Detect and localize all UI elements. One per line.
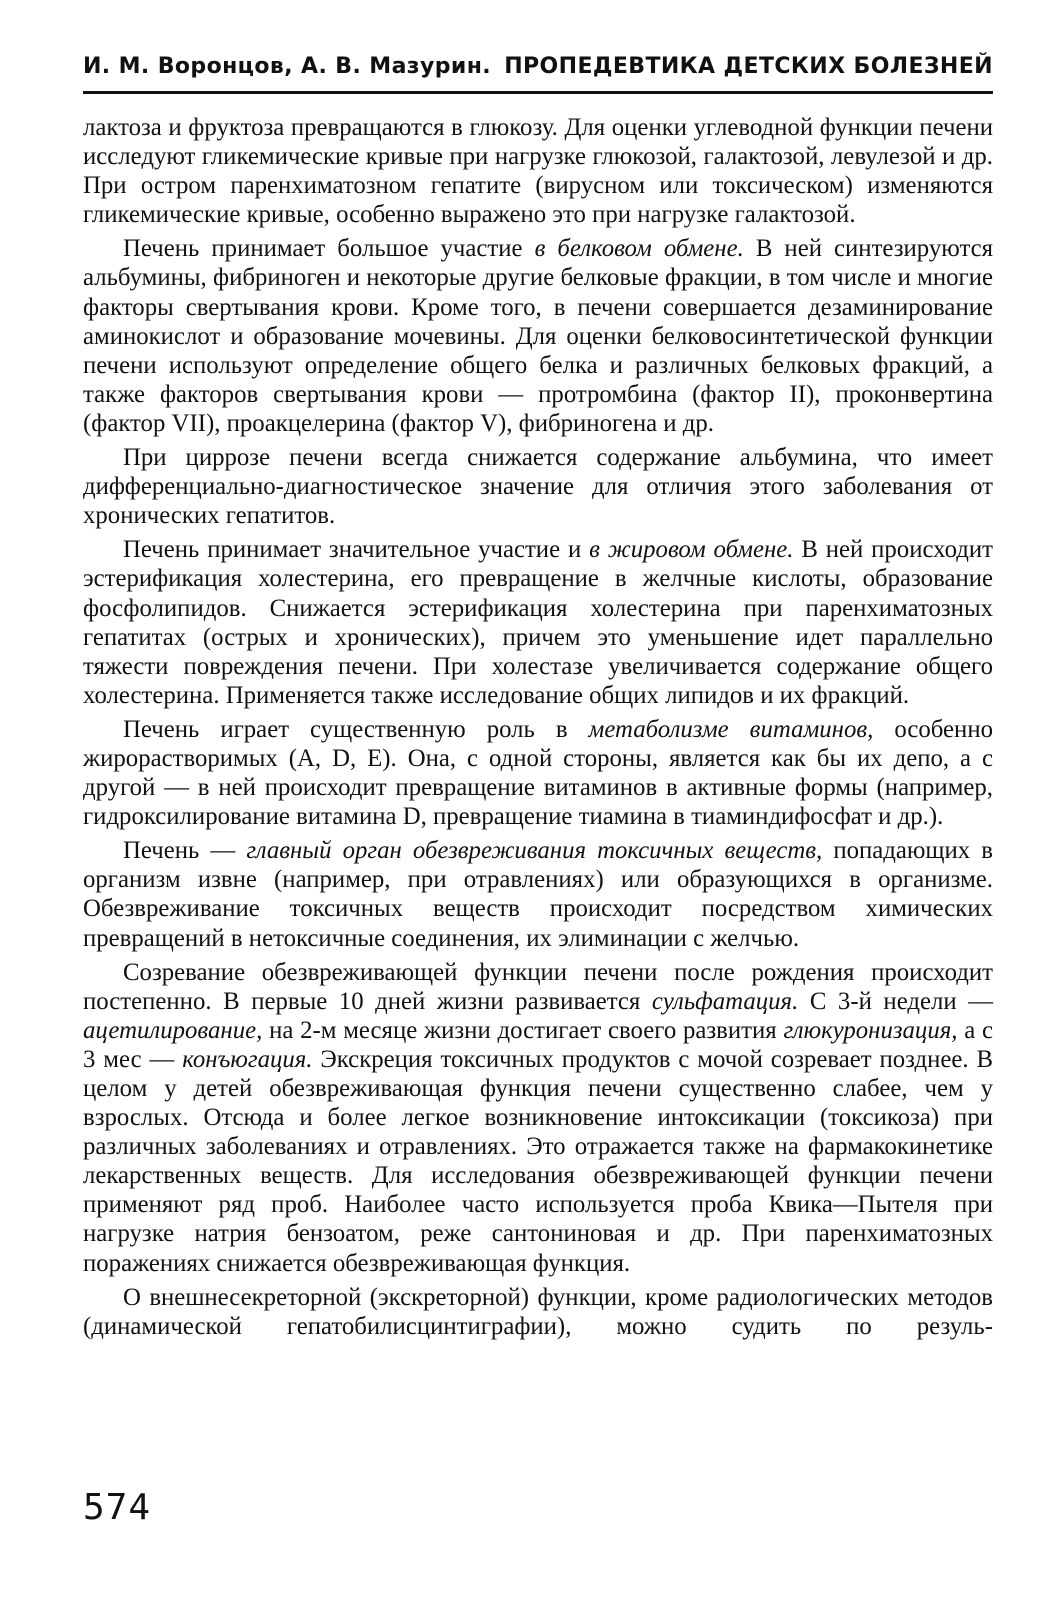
paragraph-text: Печень принимает значительное участие и [123, 536, 590, 564]
emphasis-term: метаболизме витаминов, [588, 715, 874, 743]
paragraph-detoxification [83, 836, 993, 952]
paragraph-text: Печень принимает большое участие [123, 235, 535, 263]
paragraph-protein-metabolism [83, 234, 993, 438]
emphasis-term: в жировом обмене. [589, 536, 794, 564]
paragraph-carbohydrate-continuation: лактоза и фруктоза превращаются в глюкозу. Для оценки углеводной функции печени исследуют гликемические кривые при нагрузке глюкозой, галактозой, левулезой и др. При остром паренхиматозном гепатите (вирусном или токсическом) изменяются гликемические кривые, особенно выражено это при нагрузке галактозой. [83, 114, 993, 229]
paragraph-text: особенно жирорастворимых (A, D, E). Она, с одной стороны, является как бы их депо, а с другой — в ней происходит превращение витаминов в активные формы (например, гидроксилирование витамина D, превращение тиамина в тиаминдифосфат и др.). [83, 715, 993, 831]
page-body [83, 113, 993, 1346]
paragraph-vitamin-metabolism [83, 715, 993, 831]
paragraph-text: попадающих в организм извне (например, при отравлениях) или образующихся в организме. Обезвреживание токсичных веществ происходит посредством химических превращений в нетоксичные соединения, их элиминации с желчью. [83, 837, 993, 952]
paragraph-fat-metabolism [83, 535, 993, 710]
running-header [83, 54, 993, 94]
paragraph-excretory-function: О внешнесекреторной (экскреторной) функции, кроме радиологических методов (динамической гепатобилисцинтиграфии), можно судить по резуль- [83, 1283, 993, 1340]
paragraph-text: Печень — [123, 837, 247, 865]
paragraph-text: Экскреция токсичных продуктов с мочой созревает позднее. В целом у детей обезвреживающая функция печени существенно слабее, чем у взрослых. Отсюда и более легкое возникновение интоксикации (токсикоза) при различных заболеваниях и отравлениях. Это отражается также на фармакокинетике лекарственных веществ. Для исследования обезвреживающей функции печени применяют ряд проб. Наиболее часто используется проба Квика—Пытеля при нагрузке натрия бензоатом, реже сантониновая и др. При паренхиматозных поражениях снижается обезвреживающая функция. [83, 1045, 993, 1277]
paragraph-text: Созревание обезвреживающей функции печени после рождения происходит постепенно. В первые 10 дней жизни развивается [83, 958, 993, 1015]
emphasis-term: сульфатация. [651, 987, 799, 1015]
page-number: 574 [83, 1487, 152, 1528]
paragraph-text: а с 3 мес — [83, 1016, 993, 1073]
emphasis-term: ацетилирование, [83, 1016, 263, 1044]
emphasis-term: глюкуронизация, [783, 1016, 958, 1044]
paragraph-cirrhosis: При циррозе печени всегда снижается содержание альбумина, что имеет дифференциально-диагностическое значение для отличия этого заболевания от хронических гепатитов. [83, 444, 993, 530]
header-book-title: ПРОПЕДЕВТИКА ДЕТСКИХ БОЛЕЗНЕЙ [504, 54, 993, 79]
emphasis-term: главный орган обезвреживания токсичных веществ, [246, 837, 823, 865]
paragraph-text: С 3-й недели — [798, 987, 993, 1015]
emphasis-term: в белковом обмене. [534, 235, 744, 263]
paragraph-detox-maturation [83, 958, 993, 1278]
paragraph-text: В ней происходит эстерификация холестерина, его превращение в желчные кислоты, образование фосфолипидов. Снижается эстерификация холестерина при паренхиматозных гепатитах (острых и хронических), причем это уменьшение идет параллельно тяжести повреждения печени. При холестазе увеличивается содержание общего холестерина. Применяется также исследование общих липидов и их фракций. [83, 536, 993, 709]
header-authors: И. М. Воронцов, А. В. Мазурин. [83, 54, 492, 79]
emphasis-term: конъюгация. [182, 1045, 313, 1073]
paragraph-text: В ней синтезируются альбумины, фибриноген и некоторые другие белковые фракции, в том числе и многие факторы свертывания крови. Кроме того, в печени совершается дезаминирование аминокислот и образование мочевины. Для оценки белковосинтетической функции печени используют определение общего белка и различных белковых фракций, а также факторов свертывания крови — протромбина (фактор II), проконвертина (фактор VII), проакцелерина (фактор V), фибриногена и др. [83, 235, 993, 437]
paragraph-text: на 2-м месяце жизни достигает своего развития [262, 1016, 784, 1044]
paragraph-text: Печень играет существенную роль в [123, 715, 589, 743]
